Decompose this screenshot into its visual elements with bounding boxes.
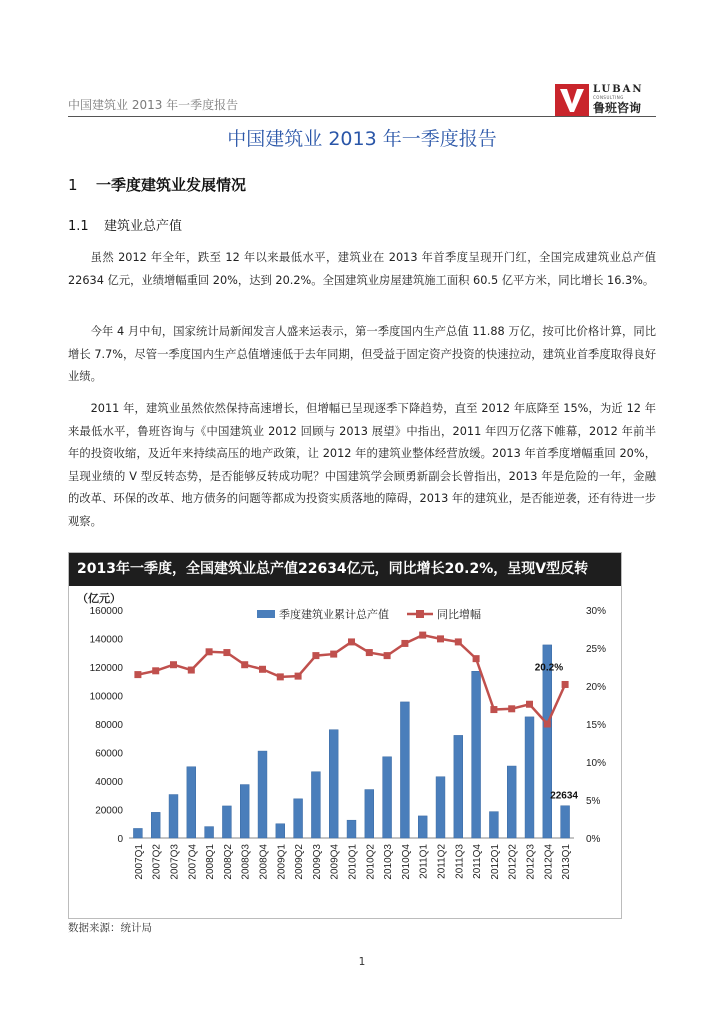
x-axis-category-label: 2008Q1 (205, 844, 217, 880)
left-axis-tick-label: 160000 (89, 606, 123, 617)
growth-point (277, 673, 284, 680)
right-axis-tick-label: 25% (586, 644, 607, 655)
subsection-title: 建筑业总产值 (104, 219, 183, 234)
bar (294, 799, 303, 838)
left-axis-tick-label: 140000 (89, 634, 123, 646)
bar (222, 806, 231, 838)
bar (489, 812, 498, 838)
growth-point (508, 705, 515, 712)
luban-v-logo-icon (555, 84, 589, 116)
x-axis-category-label: 2011Q3 (454, 844, 466, 879)
bar (240, 785, 249, 838)
growth-point (473, 655, 480, 662)
growth-point (170, 661, 177, 668)
bar (311, 772, 320, 838)
growth-point (401, 640, 408, 647)
bar (454, 735, 463, 838)
legend-bar-swatch (257, 610, 275, 618)
growth-point (526, 701, 533, 708)
bar (151, 812, 160, 838)
bar (169, 795, 178, 838)
x-axis-category-label: 2009Q4 (329, 844, 341, 880)
left-axis-unit-label: （亿元） (77, 593, 121, 605)
right-axis-tick-label: 20% (586, 682, 607, 693)
page-number: 1 (358, 956, 366, 968)
x-axis-category-label: 2008Q4 (258, 844, 270, 880)
logo-subtitle-text: CONSULTING (593, 95, 624, 100)
subsection-number: 1.1 (68, 219, 89, 234)
growth-point (437, 635, 444, 642)
output-value-chart (68, 552, 622, 919)
bar (187, 767, 196, 838)
x-axis-category-label: 2007Q1 (133, 844, 145, 880)
growth-point (366, 649, 373, 656)
x-axis-category-label: 2010Q2 (365, 844, 377, 880)
subsection-heading (68, 215, 182, 234)
left-axis-tick-label: 120000 (89, 663, 123, 674)
paragraph-2: 今年 4 月中旬，国家统计局新闻发言人盛来运表示，第一季度国内生产总值 11.88 万亿，按可比价格计算，同比增长 7.7%，尽管一季度国内生产总值增速低于去年同期，但受益于固定资产投资的快速拉动，建筑业首季度取得良好业绩。 (68, 325, 656, 383)
left-axis-tick-label: 20000 (95, 805, 123, 817)
bar-data-label: 22634 (550, 790, 579, 802)
bar (525, 717, 534, 838)
header-divider (68, 116, 656, 117)
section-number: 1 (68, 176, 78, 194)
x-axis-category-label: 2009Q1 (276, 844, 288, 880)
paragraph-1: 虽然 2012 年全年，跌至 12 年以来最低水平，建筑业在 2013 年首季度呈现开门红，全国完成建筑业总产值 22634 亿元，业绩增幅重回 20%，达到 20.2%。全国建筑业房屋建筑施工面积 60.5 亿平方米，同比增长 16.3%。 (68, 251, 656, 287)
growth-point (259, 666, 266, 673)
bar (561, 806, 570, 838)
bar (365, 790, 374, 838)
right-axis-tick-label: 15% (586, 720, 607, 731)
bar (472, 671, 481, 838)
bar (436, 777, 445, 838)
x-axis-category-label: 2009Q3 (311, 844, 323, 880)
bar (543, 645, 552, 838)
growth-point (490, 706, 497, 713)
x-axis-category-label: 2012Q3 (525, 844, 537, 880)
section-heading (68, 174, 246, 195)
right-axis-tick-label: 10% (586, 758, 607, 769)
left-axis-tick-label: 0 (117, 834, 123, 845)
growth-point (188, 667, 195, 674)
growth-point (544, 721, 551, 728)
bar (383, 757, 392, 838)
logo-chinese-text: 鲁班咨询 (593, 101, 642, 115)
chart-plot (69, 586, 621, 918)
bar (133, 828, 142, 838)
left-axis-tick-label: 40000 (95, 777, 123, 788)
x-axis-category-label: 2007Q2 (151, 844, 163, 880)
bar (276, 824, 285, 838)
x-axis-category-label: 2013Q1 (561, 844, 573, 880)
growth-point (206, 648, 213, 655)
growth-point (134, 671, 141, 678)
growth-line (138, 635, 565, 724)
growth-point (330, 651, 337, 658)
growth-point (384, 652, 391, 659)
x-axis-category-label: 2011Q1 (418, 844, 430, 879)
growth-point (455, 638, 462, 645)
x-axis-category-label: 2007Q3 (169, 844, 181, 880)
growth-point (223, 649, 230, 656)
legend-line-label: 同比增幅 (437, 609, 481, 621)
legend-bar-label: 季度建筑业累计总产值 (279, 609, 389, 621)
data-source-note: 数据来源：统计局 (68, 922, 152, 934)
x-axis-category-label: 2012Q4 (543, 844, 555, 880)
x-axis-category-label: 2007Q4 (187, 844, 199, 880)
bar (347, 820, 356, 838)
x-axis-category-label: 2010Q1 (347, 844, 359, 880)
growth-point (562, 681, 569, 688)
left-axis-tick-label: 100000 (89, 691, 123, 703)
x-axis-category-label: 2008Q3 (240, 844, 252, 880)
right-axis-tick-label: 30% (586, 606, 607, 617)
bar (329, 730, 338, 838)
bar (418, 816, 427, 838)
growth-point (419, 632, 426, 639)
x-axis-category-label: 2008Q2 (222, 844, 234, 880)
bar (507, 766, 516, 838)
chart-title: 2013年一季度，全国建筑业总产值22634亿元，同比增长20.2%，呈现V型反转 (69, 553, 621, 586)
growth-point (348, 638, 355, 645)
x-axis-category-label: 2010Q4 (400, 844, 412, 880)
left-axis-tick-label: 80000 (95, 720, 123, 731)
section-title: 一季度建筑业发展情况 (96, 176, 247, 194)
right-axis-tick-label: 5% (586, 796, 601, 807)
bar (205, 827, 214, 838)
x-axis-category-label: 2009Q2 (294, 844, 306, 880)
paragraph-3: 2011 年，建筑业虽然依然保持高速增长，但增幅已呈现逐季下降趋势，直至 2012 年底降至 15%，为近 12 年来最低水平，鲁班咨询与《中国建筑业 2012 回顾与 2013 展望》中指出，2011 年四万亿落下帷幕，2012 年前半年的投资收缩，及近年来持续高压的地产政策，让 2012 年的建筑业整体经营放缓。2013 年首季度增幅重回 20%，呈现业绩的 V 型反转态势，是否能够反转成功呢？中国建筑学会顾勇新副会长曾指出，2013 年是危险的一年，金融的改革、环保的改革、地方债务的问题等都成为投资实质落地的障碍，2013 年的建筑业，是否能逆袭，还有待进一步观察。 (68, 402, 656, 528)
x-axis-category-label: 2011Q4 (472, 844, 484, 879)
bar (400, 702, 409, 838)
logo-english-text: LUBAN (593, 84, 644, 95)
x-axis-category-label: 2011Q2 (436, 844, 448, 879)
x-axis-category-label: 2010Q3 (383, 844, 395, 880)
running-header: 中国建筑业 2013 年一季度报告 (68, 98, 239, 112)
document-title: 中国建筑业 2013 年一季度报告 (227, 128, 497, 150)
left-axis-tick-label: 60000 (95, 748, 123, 760)
right-axis-tick-label: 0% (586, 834, 601, 845)
x-axis-category-label: 2012Q1 (489, 844, 501, 880)
legend-line-marker (416, 610, 424, 618)
growth-point (295, 673, 302, 680)
luban-logo (555, 84, 659, 116)
growth-point (312, 652, 319, 659)
bar (258, 751, 267, 838)
growth-point (152, 667, 159, 674)
growth-point (241, 661, 248, 668)
line-data-label: 20.2% (534, 662, 564, 674)
x-axis-category-label: 2012Q2 (507, 844, 519, 880)
